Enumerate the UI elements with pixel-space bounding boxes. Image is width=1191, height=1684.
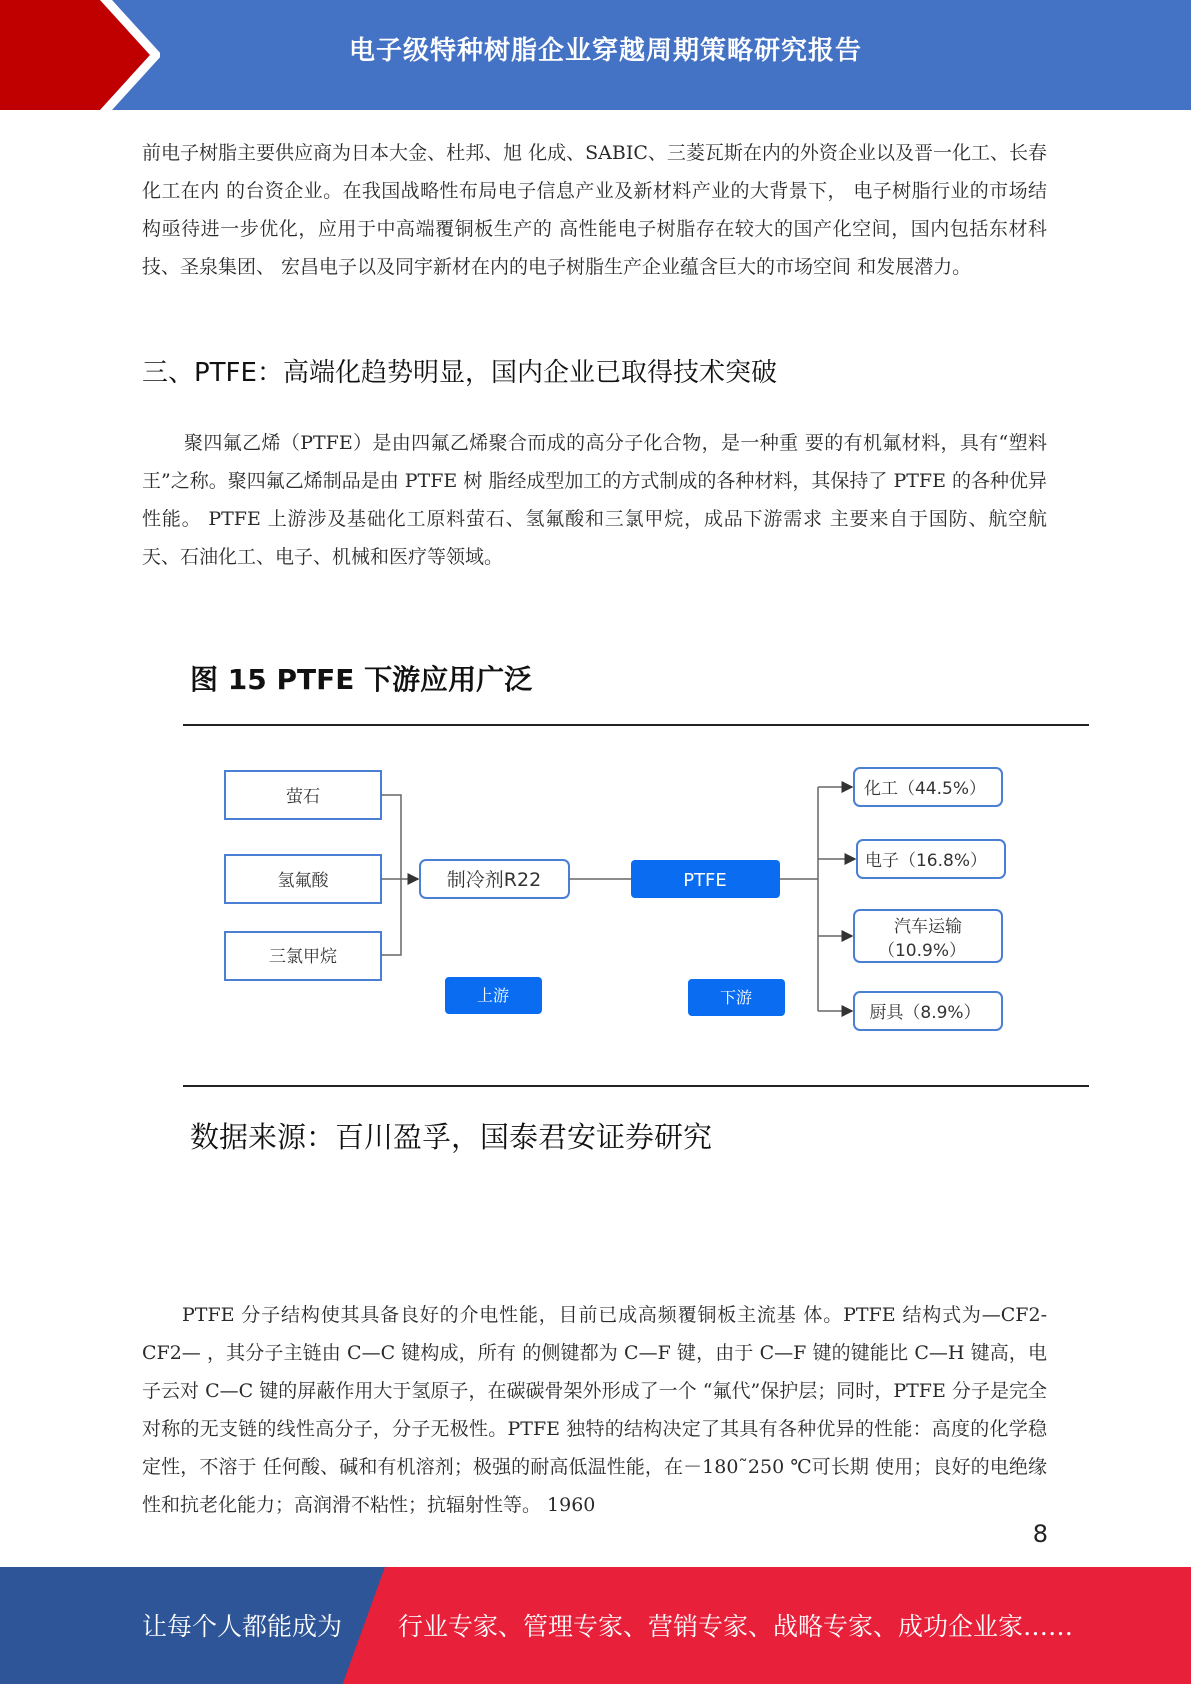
section-heading: 三、PTFE：高端化趋势明显，国内企业已取得技术突破 <box>142 358 777 388</box>
application-label: 汽车运输 <box>894 917 962 937</box>
application-label-line2: （10.9%） <box>877 941 967 961</box>
paragraph-ptfe-structure: PTFE 分子结构使其具备良好的介电性能，目前已成高频覆铜板主流基 体。PTFE 结构式为—CF2-CF2— ，其分子主链由 C—C 键构成，所有 的侧键都为 C—F 键，由于 C—F 键的键能比 C—H 键高，电子云对 C—C 键的屏蔽作用大于氢原子，在碳碳骨架外形成了一个 “氟代”保护层；同时，PTFE 分子是完全对称的无支链的线性高分子，分子无极性。PTFE 独特的结构决定了其具有各种优异的性能：高度的化学稳定性，不溶于 任何酸、碱和有机溶剂；极强的耐高低温性能，在－180˜250 ℃可长期 使用；良好的电绝缘性和抗老化能力；高润滑不粘性；抗辐射性等。 1960 <box>142 1304 1047 1516</box>
upstream-label: 上游 <box>476 986 510 1005</box>
application-box <box>857 840 1005 878</box>
figure-title: 图 15 PTFE 下游应用广泛 <box>190 663 533 696</box>
application-box <box>854 910 1002 962</box>
application-label: 化工（44.5%） <box>863 779 987 799</box>
raw-material-box <box>225 932 381 980</box>
raw-material-label: 氢氟酸 <box>277 871 329 891</box>
raw-material-box <box>225 855 381 903</box>
raw-connector-lines <box>381 795 418 955</box>
figure-top-rule <box>183 724 1089 726</box>
header-bar <box>0 0 1191 110</box>
downstream-connector-lines <box>780 787 855 1011</box>
paragraph-intro: 前电子树脂主要供应商为日本大金、杜邦、旭 化成、SABIC、三菱瓦斯在内的外资企业以及晋一化工、长春化工在内 的台资企业。在我国战略性布局电子信息产业及新材料产业的大背景下， 电子树脂行业的市场结构亟待进一步优化，应用于中高端覆铜板生产的 高性能电子树脂存在较大的国产化空间，国内包括东材科技、圣泉集团、 宏昌电子以及同宇新材在内的电子树脂生产企业蕴含巨大的市场空间 和发展潜力。 <box>142 142 1047 278</box>
report-title: 电子级特种树脂企业穿越周期策略研究报告 <box>348 36 862 66</box>
product-box <box>631 860 780 898</box>
intermediate-label: 制冷剂R22 <box>446 869 542 891</box>
ptfe-supply-chain-diagram <box>210 755 1030 1055</box>
downstream-tag <box>688 979 785 1016</box>
footer-slogan-right: 行业专家、管理专家、营销专家、战略专家、成功企业家…… <box>398 1612 1074 1641</box>
application-label: 厨具（8.9%） <box>869 1003 981 1023</box>
figure-source: 数据来源：百川盈孚，国泰君安证券研究 <box>190 1120 713 1154</box>
page-number: 8 <box>1032 1520 1048 1548</box>
footer-banner <box>0 1567 1191 1684</box>
figure-bottom-rule <box>183 1085 1089 1087</box>
intermediate-box <box>420 860 569 898</box>
application-box <box>854 768 1002 806</box>
footer-slogan-left: 让每个人都能成为 <box>142 1612 343 1641</box>
product-label: PTFE <box>683 870 727 891</box>
application-box <box>854 992 1002 1030</box>
raw-material-label: 三氯甲烷 <box>269 947 337 967</box>
downstream-label: 下游 <box>719 988 753 1007</box>
raw-material-box <box>225 771 381 819</box>
raw-material-label: 萤石 <box>286 787 320 807</box>
application-label: 电子（16.8%） <box>864 851 988 871</box>
paragraph-ptfe-intro: 聚四氟乙烯（PTFE）是由四氟乙烯聚合而成的高分子化合物，是一种重 要的有机氟材料，具有“塑料王”之称。聚四氟乙烯制品是由 PTFE 树 脂经成型加工的方式制成的各种材料，其保持了 PTFE 的各种优异性能。 PTFE 上游涉及基础化工原料萤石、氢氟酸和三氯甲烷，成品下游需求 主要来自于国防、航空航天、石油化工、电子、机械和医疗等领域。 <box>142 432 1047 568</box>
upstream-tag <box>445 977 542 1014</box>
